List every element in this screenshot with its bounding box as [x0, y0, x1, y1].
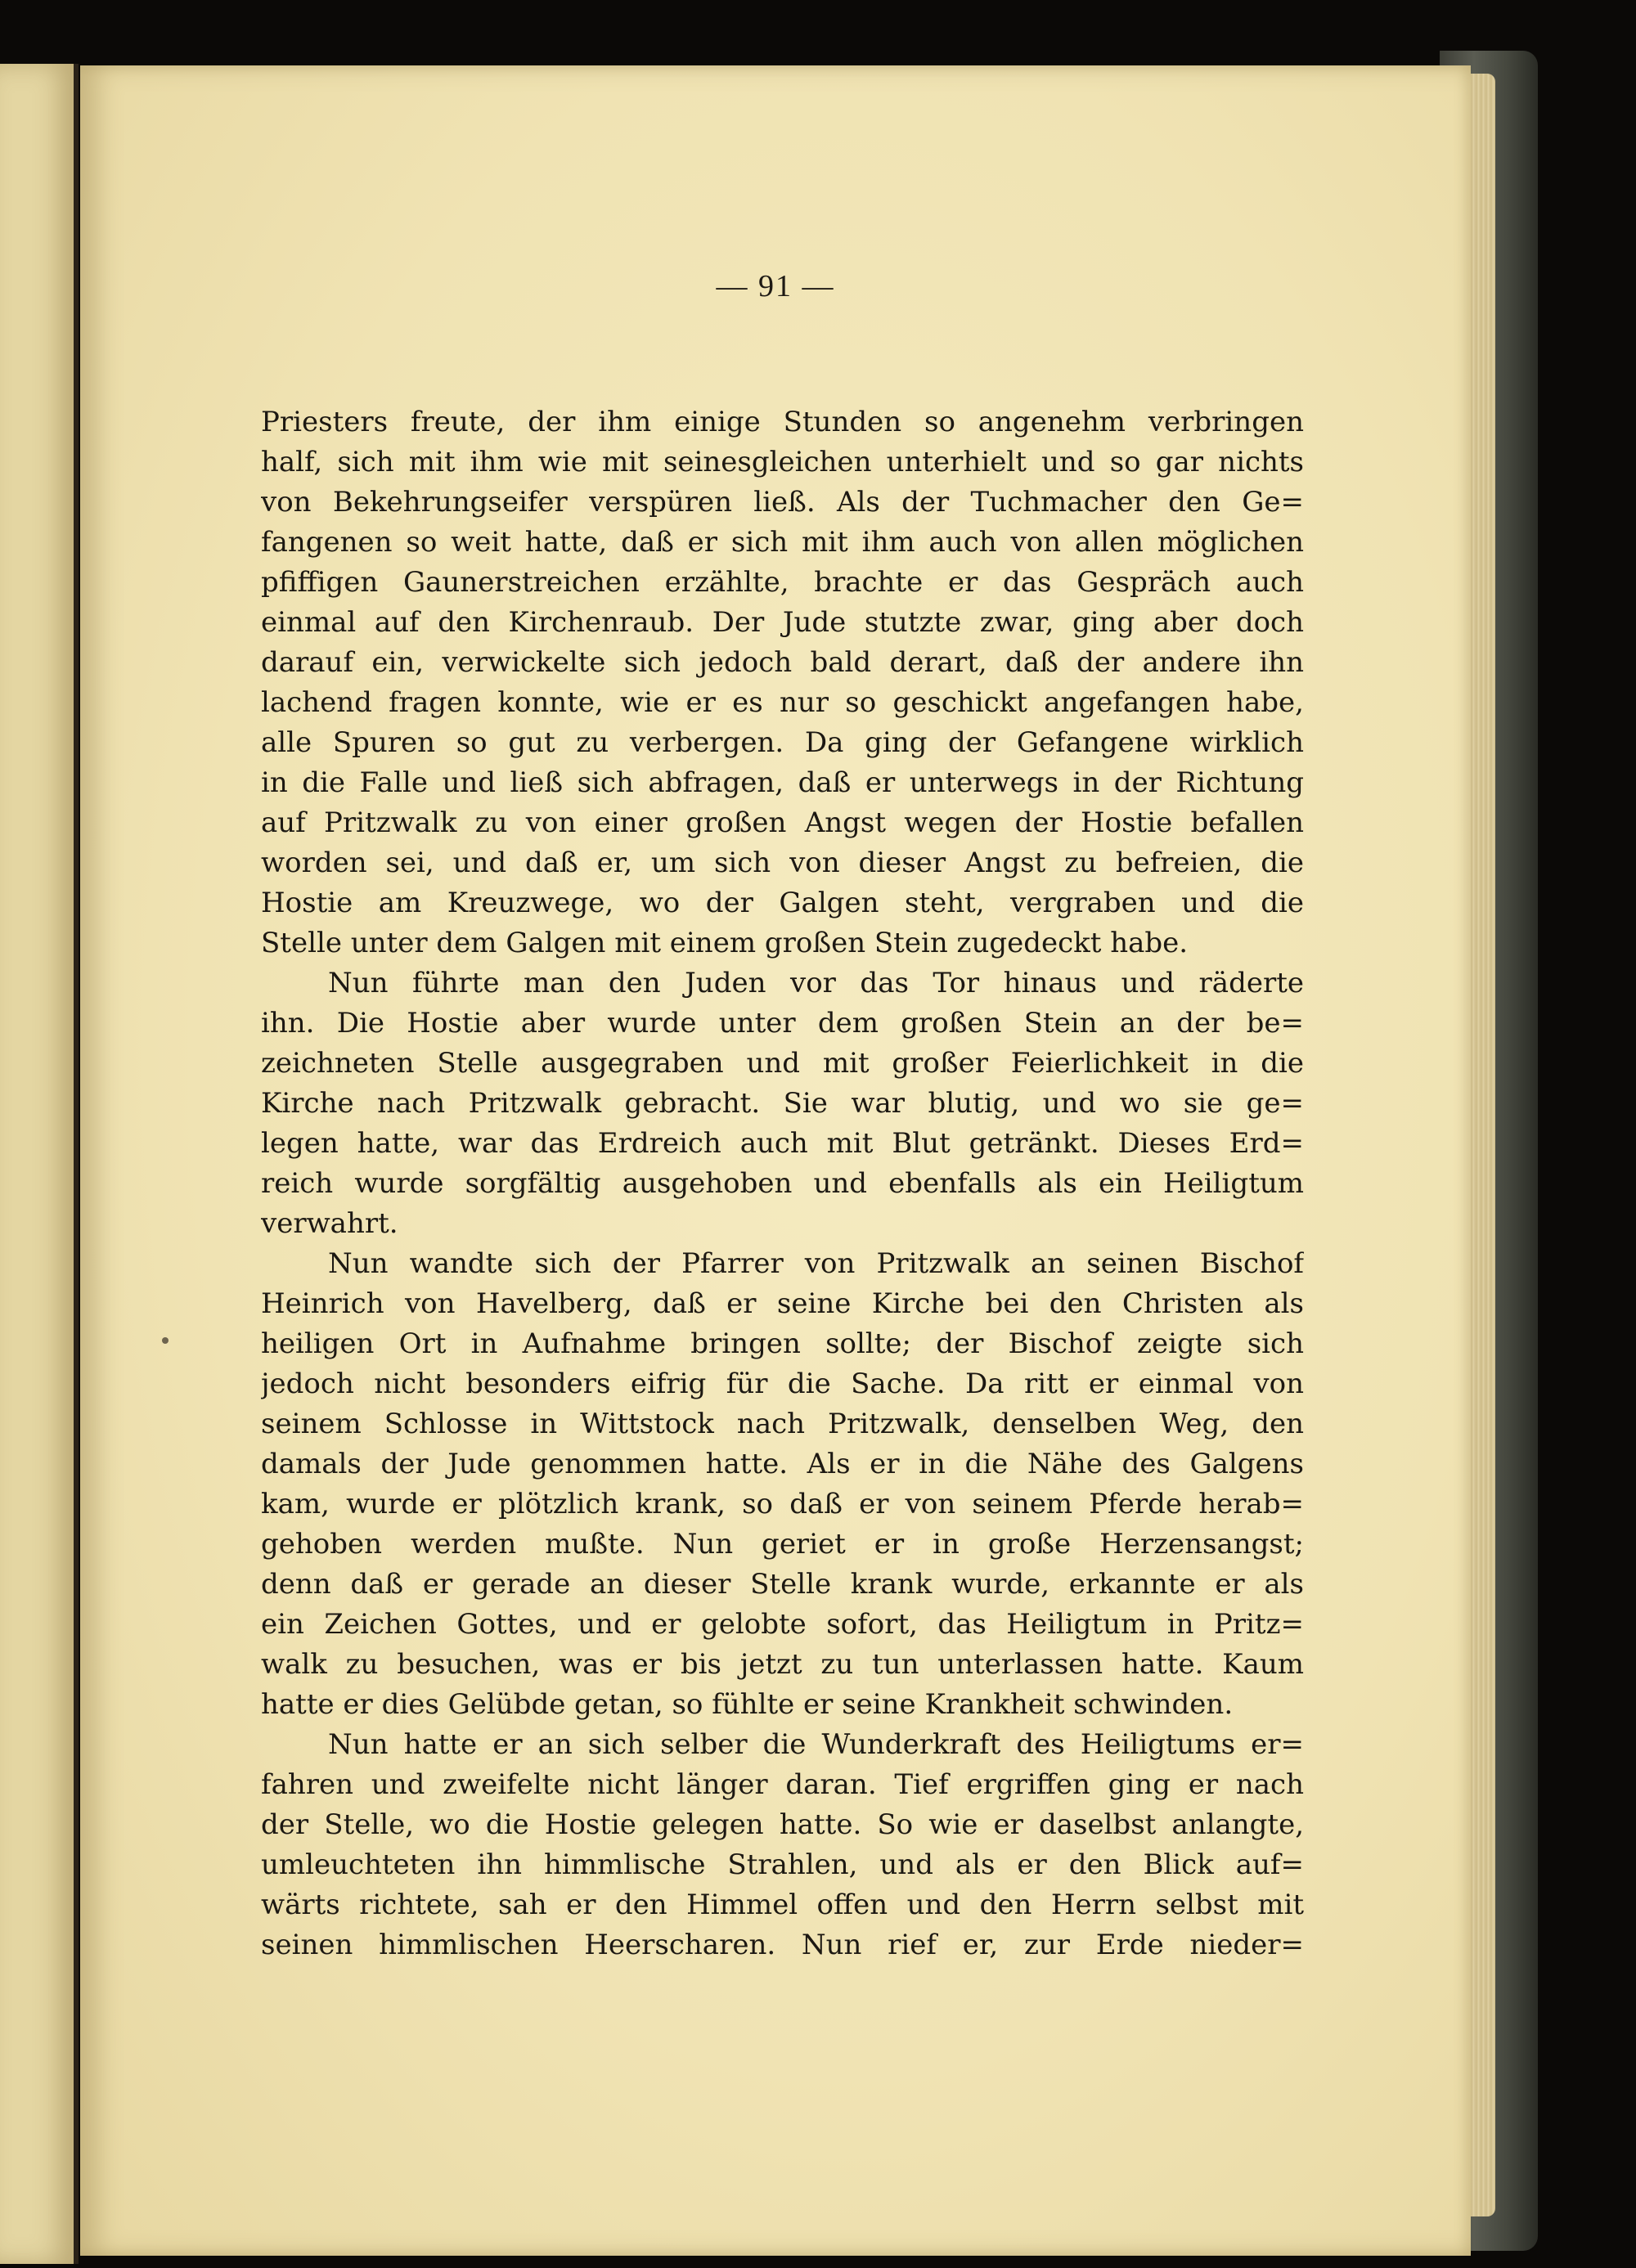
text-line: Nun wandte sich der Pfarrer von Pritzwalk an seinen Bischof — [328, 1247, 1304, 1280]
text-line: half, sich mit ihm wie mit seinesgleichen unterhielt und so gar nichts — [261, 446, 1304, 478]
text-line: damals der Jude genommen hatte. Als er in die Nähe des Galgens — [261, 1448, 1304, 1480]
text-line: worden sei, und daß er, um sich von dieser Angst zu befreien, die — [261, 847, 1304, 879]
text-line: ihn. Die Hostie aber wurde unter dem großen Stein an der be= — [261, 1007, 1304, 1040]
text-line: zeichneten Stelle ausgegraben und mit großer Feierlichkeit in die — [261, 1047, 1304, 1080]
book-page — [80, 65, 1471, 2256]
text-line: Nun führte man den Juden vor das Tor hinaus und räderte — [328, 967, 1304, 999]
text-line: Priesters freute, der ihm einige Stunden so angenehm verbringen — [261, 406, 1304, 438]
text-line: Nun hatte er an sich selber die Wunderkraft des Heiligtums er= — [328, 1728, 1304, 1761]
text-line: Stelle unter dem Galgen mit einem großen Stein zugedeckt habe. — [261, 927, 1189, 959]
text-line: darauf ein, verwickelte sich jedoch bald derart, daß der andere ihn — [261, 646, 1304, 679]
text-line: alle Spuren so gut zu verbergen. Da ging der Gefangene wirklich — [261, 726, 1304, 759]
text-line: wärts richtete, sah er den Himmel offen und den Herrn selbst mit — [261, 1889, 1304, 1921]
text-line: kam, wurde er plötzlich krank, so daß er von seinem Pferde herab= — [261, 1488, 1304, 1520]
text-line: Heinrich von Havelberg, daß er seine Kirche bei den Christen als — [261, 1287, 1304, 1320]
text-line: der Stelle, wo die Hostie gelegen hatte. So wie er daselbst anlangte, — [261, 1808, 1304, 1841]
text-line: umleuchteten ihn himmlische Strahlen, und als er den Blick auf= — [261, 1848, 1304, 1881]
text-line: ein Zeichen Gottes, und er gelobte sofort, das Heiligtum in Pritz= — [261, 1608, 1304, 1641]
text-line: denn daß er gerade an dieser Stelle krank wurde, erkannte er als — [261, 1568, 1304, 1601]
text-line: Hostie am Kreuzwege, wo der Galgen steht, vergraben und die — [261, 887, 1304, 919]
text-line: seinem Schlosse in Wittstock nach Pritzwalk, denselben Weg, den — [261, 1408, 1304, 1440]
page-number: — 91 — — [716, 269, 835, 303]
text-line: seinen himmlischen Heerscharen. Nun rief er, zur Erde nieder= — [261, 1929, 1304, 1961]
body-text — [261, 402, 1304, 1965]
text-line: von Bekehrungseifer verspüren ließ. Als der Tuchmacher den Ge= — [261, 486, 1304, 519]
text-line: einmal auf den Kirchenraub. Der Jude stutzte zwar, ging aber doch — [261, 606, 1304, 639]
text-line: heiligen Ort in Aufnahme bringen sollte; der Bischof zeigte sich — [261, 1327, 1304, 1360]
text-line: jedoch nicht besonders eifrig für die Sache. Da ritt er einmal von — [261, 1368, 1304, 1400]
text-line: in die Falle und ließ sich abfragen, daß er unterwegs in der Richtung — [261, 766, 1304, 799]
text-line: pfiffigen Gaunerstreichen erzählte, brachte er das Gespräch auch — [261, 566, 1304, 599]
text-line: fangenen so weit hatte, daß er sich mit ihm auch von allen möglichen — [261, 526, 1304, 559]
text-line: hatte er dies Gelübde getan, so fühlte er seine Krankheit schwinden. — [261, 1688, 1234, 1721]
previous-page-edge — [0, 64, 79, 2264]
text-line: gehoben werden mußte. Nun geriet er in große Herzensangst; — [261, 1528, 1304, 1561]
paper-speck — [162, 1337, 169, 1344]
text-line: legen hatte, war das Erdreich auch mit Blut getränkt. Dieses Erd= — [261, 1127, 1304, 1160]
text-line: auf Pritzwalk zu von einer großen Angst wegen der Hostie befallen — [261, 806, 1304, 839]
text-line: lachend fragen konnte, wie er es nur so geschickt angefangen habe, — [261, 686, 1304, 719]
text-line: reich wurde sorgfältig ausgehoben und ebenfalls als ein Heiligtum — [261, 1167, 1304, 1200]
text-line: walk zu besuchen, was er bis jetzt zu tun unterlassen hatte. Kaum — [261, 1648, 1304, 1681]
text-line: fahren und zweifelte nicht länger daran. Tief ergriffen ging er nach — [261, 1768, 1304, 1801]
text-line: Kirche nach Pritzwalk gebracht. Sie war blutig, und wo sie ge= — [261, 1087, 1304, 1120]
text-line: verwahrt. — [261, 1207, 398, 1240]
